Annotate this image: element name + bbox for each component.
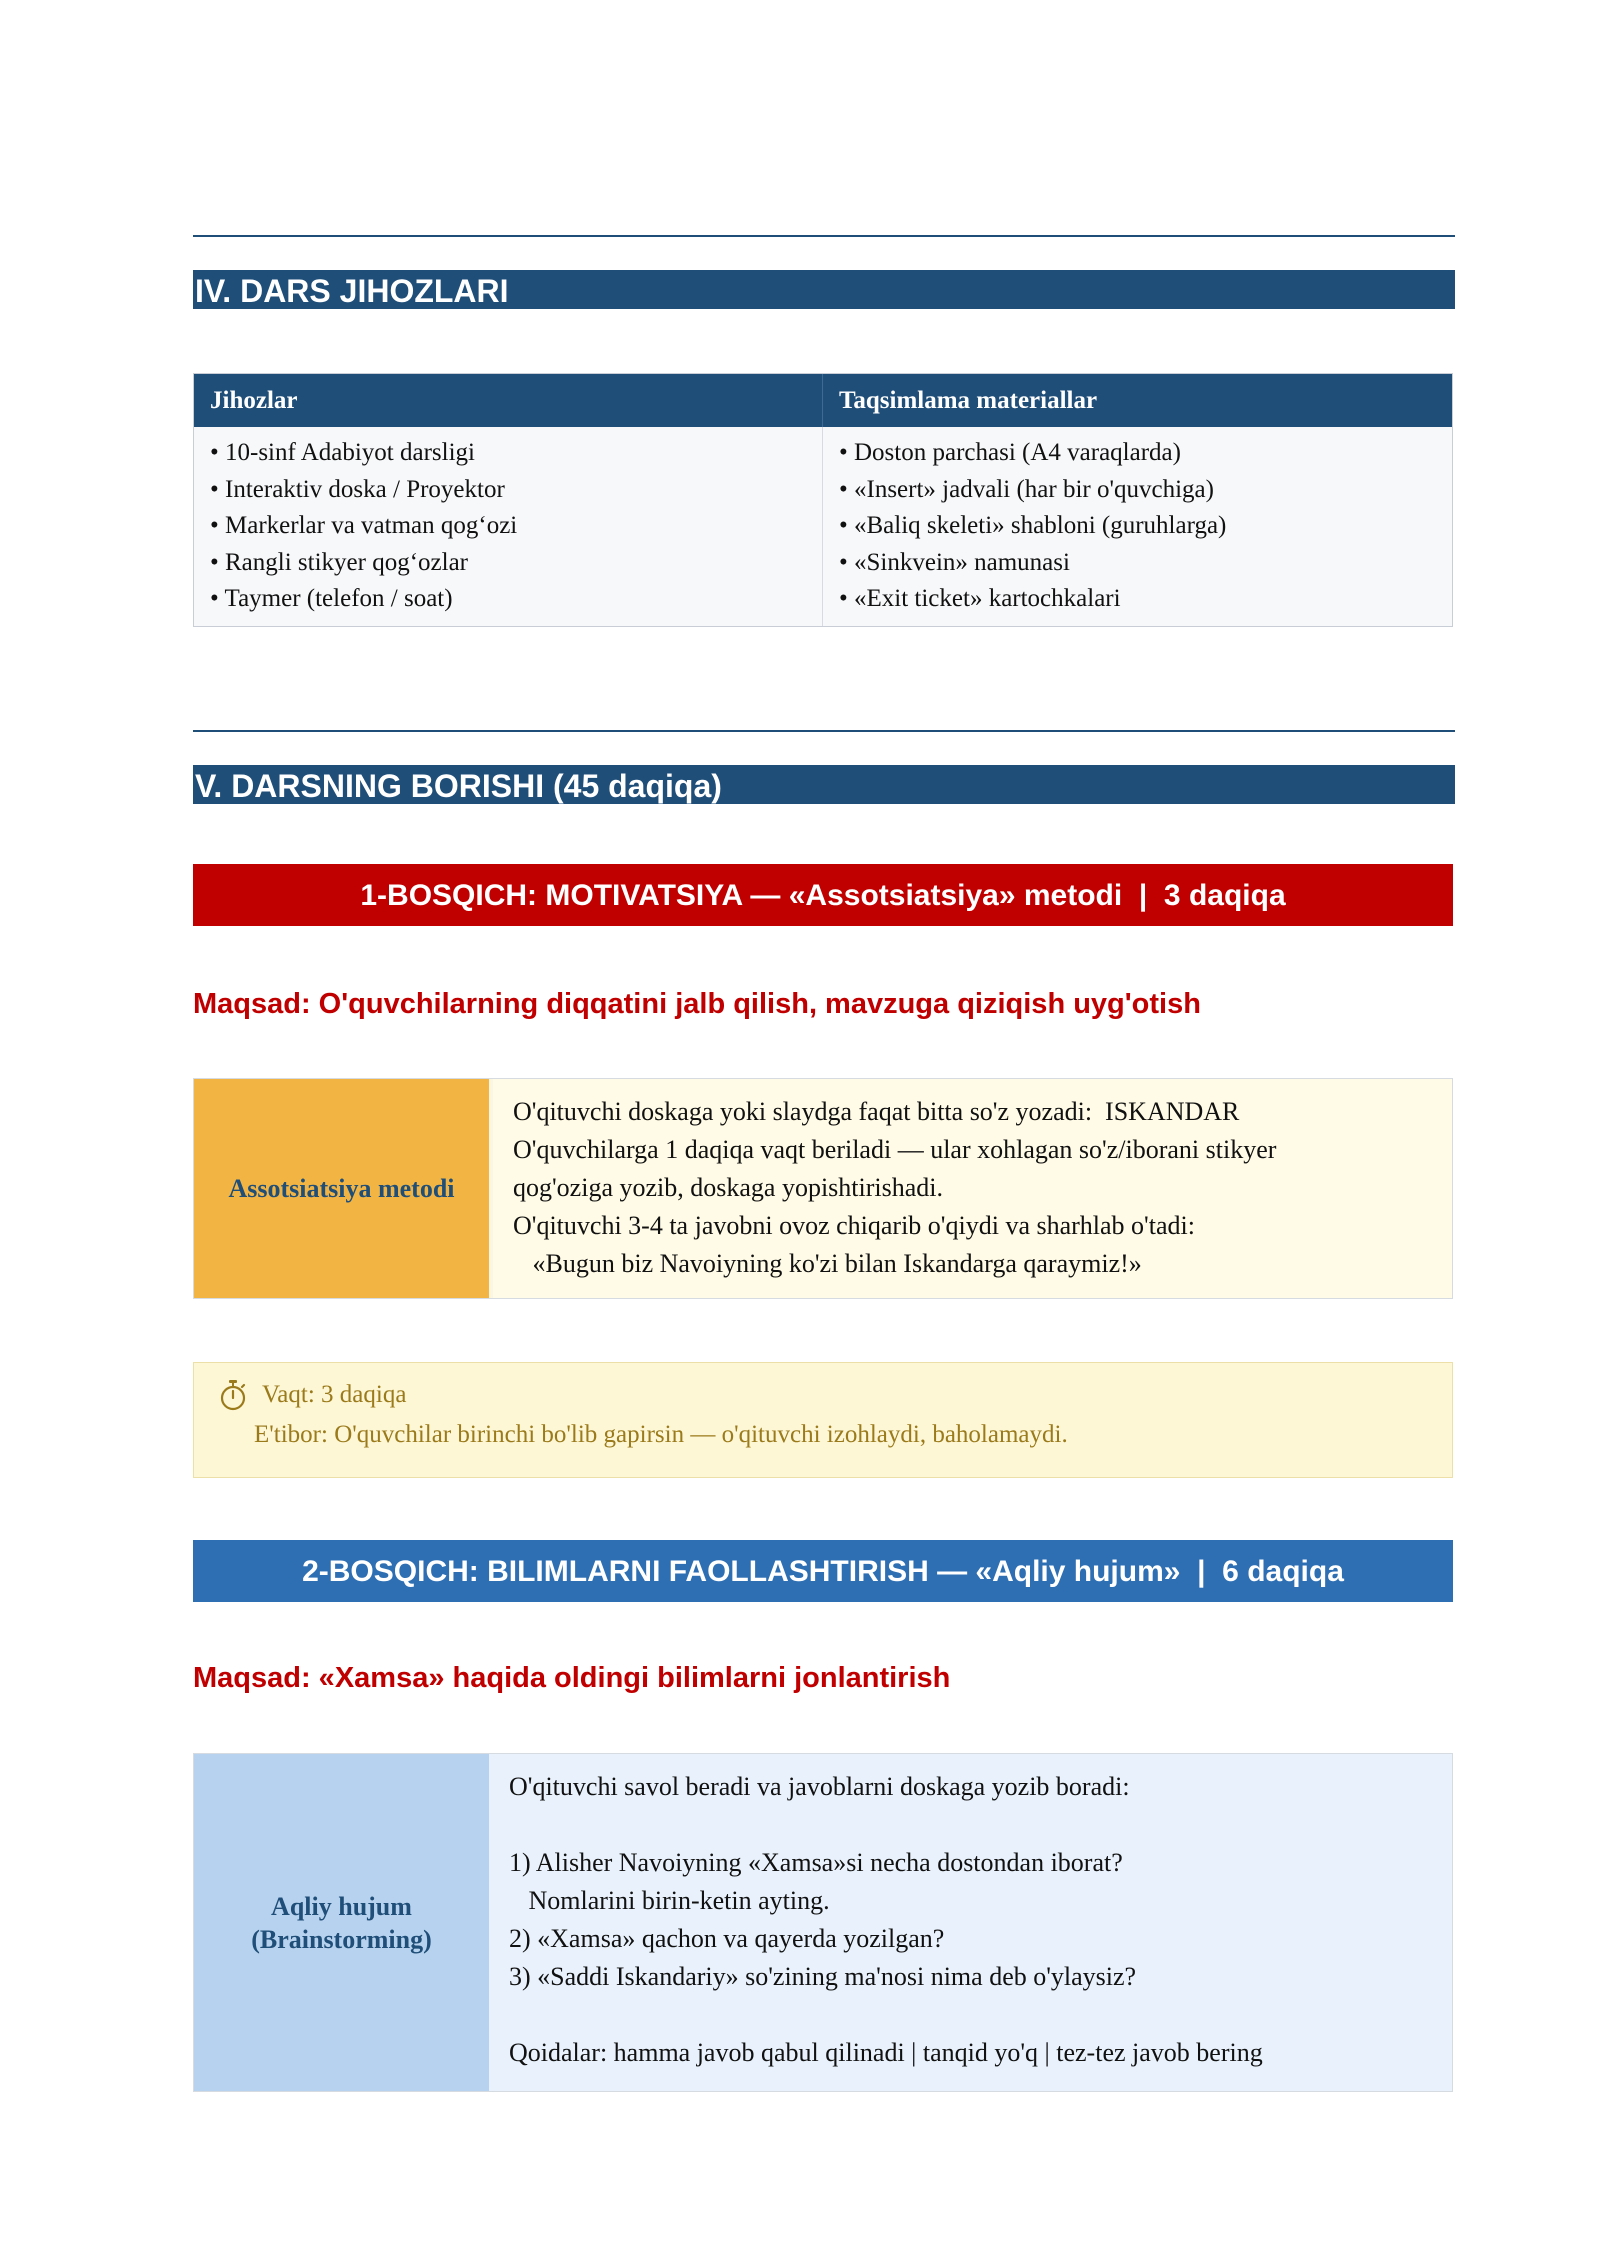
- list-item: • 10-sinf Adabiyot darsligi: [210, 439, 475, 466]
- method-label: Assotsiatsiya metodi: [194, 1079, 489, 1298]
- list-item: • «Exit ticket» kartochkalari: [839, 585, 1121, 612]
- stage1-goal: Maqsad: O'quvchilarning diqqatini jalb qilish, mavzuga qiziqish uyg'otish: [193, 988, 1201, 1020]
- stage1-note: [193, 1362, 1453, 1478]
- equipment-list: [194, 427, 822, 626]
- equipment-table: [193, 373, 1453, 627]
- text-line: O'qituvchi 3-4 ta javobni ovoz chiqarib o'qiydi va sharhlab o'tadi:: [513, 1211, 1195, 1240]
- stage2-goal: Maqsad: «Xamsa» haqida oldingi bilimlarni jonlantirish: [193, 1662, 951, 1694]
- text-line: Nomlarini birin-ketin ayting.: [509, 1886, 830, 1915]
- text-line: [509, 1996, 1432, 2034]
- note-time: Vaqt: 3 daqiqa: [262, 1381, 407, 1408]
- list-item: • Interaktiv doska / Proyektor: [210, 475, 505, 503]
- stage2-method-box: [193, 1753, 1453, 2092]
- stage1-banner: 1-BOSQICH: MOTIVATSIYA — «Assotsiatsiya» metodi | 3 daqiqa: [193, 864, 1453, 926]
- text-line: 3) «Saddi Iskandariy» so'zining ma'nosi nima deb o'ylaysiz?: [509, 1962, 1137, 1991]
- table-header-handouts: Taqsimlama materiallar: [822, 374, 1452, 427]
- method-label-line: Aqliy hujum: [271, 1891, 412, 1921]
- text-line: «Bugun biz Navoiyning ko'zi bilan Iskandarga qaraymiz!»: [513, 1249, 1142, 1278]
- table-header-equipment: Jihozlar: [194, 374, 822, 427]
- section-heading-lesson-flow: V. DARSNING BORISHI (45 daqiqa): [193, 765, 1455, 804]
- method-description: [489, 1754, 1452, 2091]
- list-item: • Markerlar va vatman qog‘ozi: [210, 512, 518, 539]
- text-line: 1) Alisher Navoiyning «Xamsa»si necha dostondan iborat?: [509, 1848, 1123, 1877]
- stage1-method-box: [193, 1078, 1453, 1299]
- method-label: [194, 1754, 489, 2091]
- list-item: • Doston parchasi (A4 varaqlarda): [839, 439, 1181, 466]
- text-line: O'quvchilarga 1 daqiqa vaqt beriladi — ular xohlagan so'z/iborani stikyer: [513, 1135, 1277, 1164]
- section-divider: [193, 235, 1455, 237]
- section-heading-equipment: IV. DARS JIHOZLARI: [193, 270, 1455, 309]
- note-attention: E'tibor: O'quvchilar birinchi bo'lib gapirsin — o'qituvchi izohlaydi, baholamaydi.: [254, 1421, 1068, 1448]
- section-divider: [193, 730, 1455, 732]
- text-line: 2) «Xamsa» qachon va qayerda yozilgan?: [509, 1924, 945, 1953]
- list-item: • Rangli stikyer qog‘ozlar: [210, 548, 468, 576]
- stage2-banner: 2-BOSQICH: BILIMLARNI FAOLLASHTIRISH — «Aqliy hujum» | 6 daqiqa: [193, 1540, 1453, 1602]
- list-item: • «Sinkvein» namunasi: [839, 548, 1070, 576]
- list-item: • «Insert» jadvali (har bir o'quvchiga): [839, 475, 1214, 503]
- stopwatch-icon: [218, 1379, 248, 1411]
- list-item: • «Baliq skeleti» shabloni (guruhlarga): [839, 512, 1227, 539]
- method-description: [489, 1079, 1452, 1298]
- text-line: O'qituvchi savol beradi va javoblarni doskaga yozib boradi:: [509, 1772, 1130, 1801]
- text-line: qog'oziga yozib, doskaga yopishtirishadi.: [513, 1173, 944, 1202]
- method-label-line: (Brainstorming): [251, 1924, 432, 1954]
- text-line: Qoidalar: hamma javob qabul qilinadi | tanqid yo'q | tez-tez javob bering: [509, 2038, 1263, 2067]
- text-line: [509, 1806, 1432, 1844]
- handouts-list: [822, 427, 1452, 626]
- text-line: O'qituvchi doskaga yoki slaydga faqat bitta so'z yozadi: ISKANDAR: [513, 1097, 1240, 1126]
- list-item: • Taymer (telefon / soat): [210, 585, 453, 612]
